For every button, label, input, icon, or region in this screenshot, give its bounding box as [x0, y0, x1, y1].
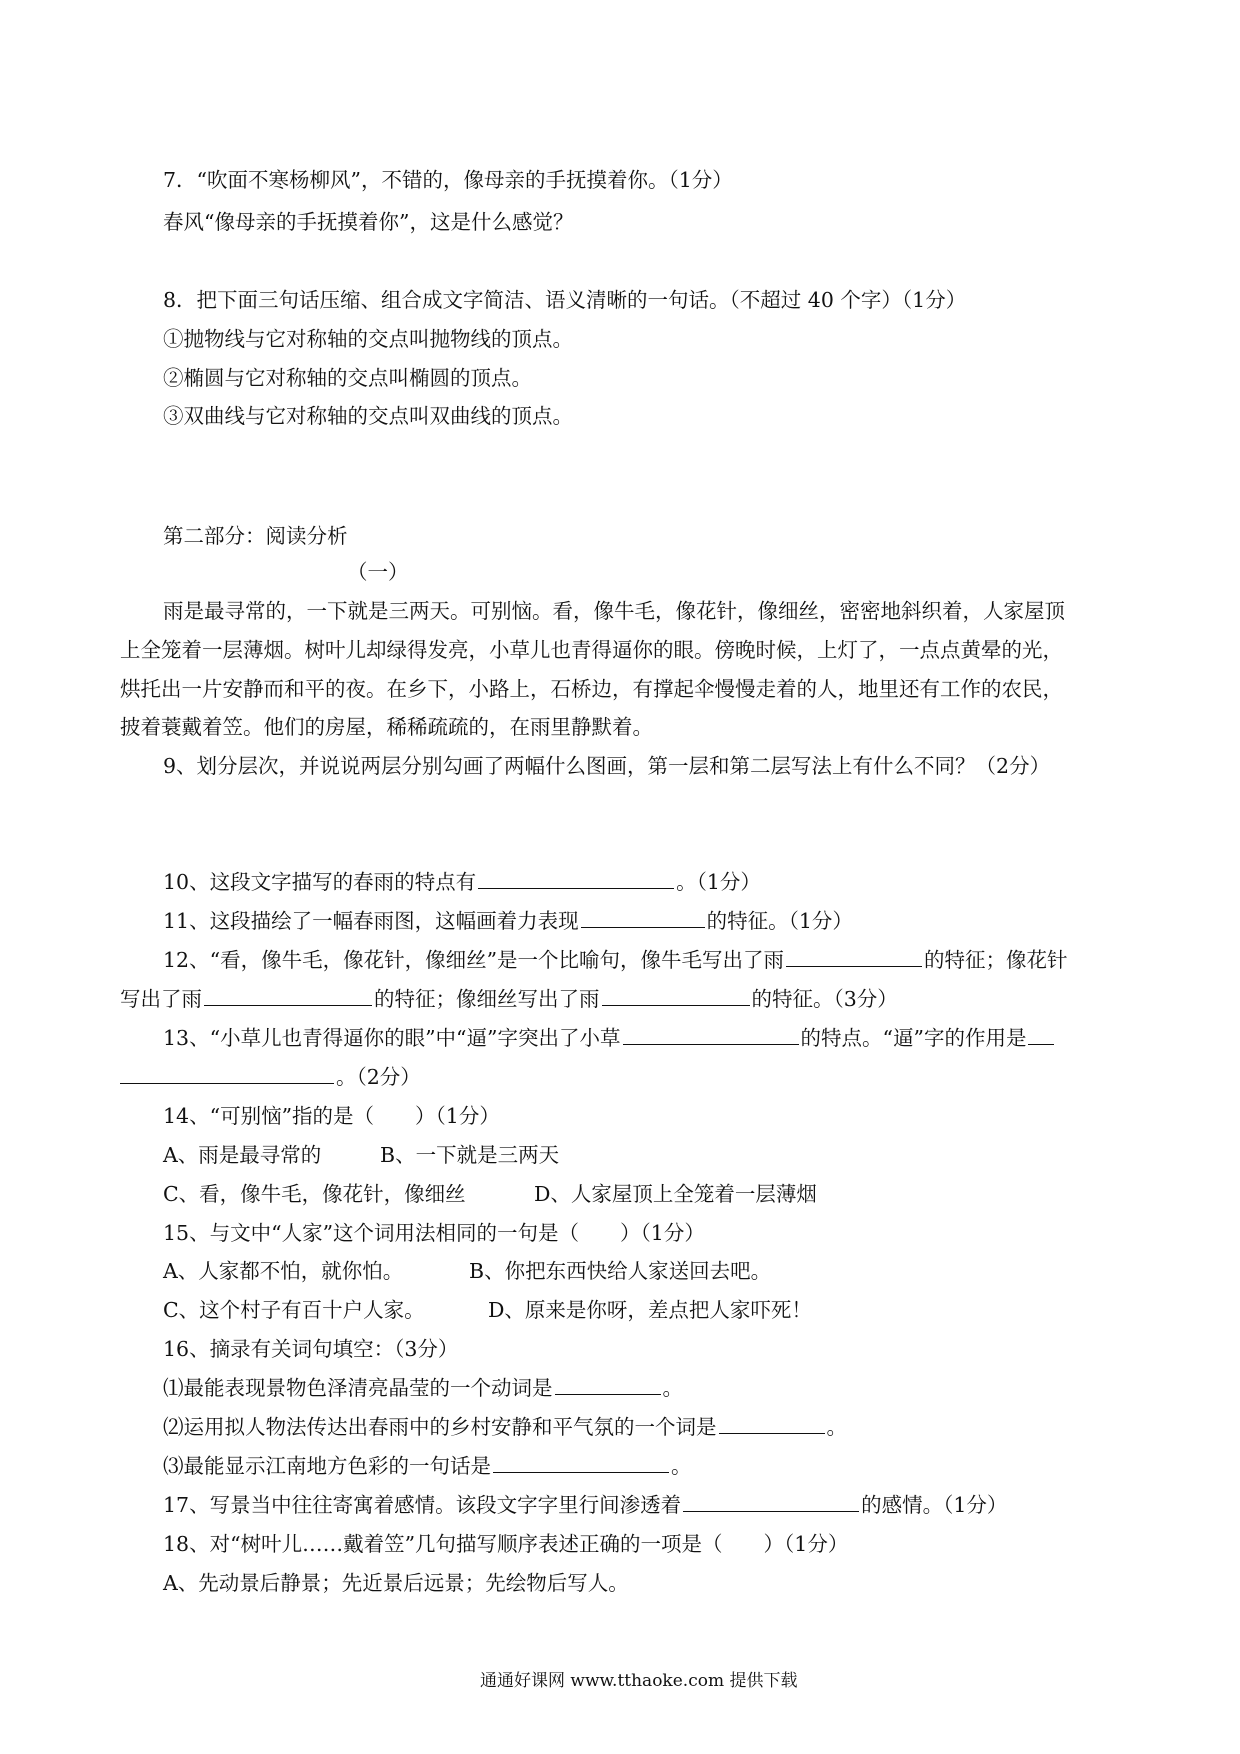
question-18-prompt: 18、对“树叶儿……戴着笠”几句描写顺序表述正确的一项是（ ）（1分） — [163, 1532, 849, 1556]
question-8-item-1: ①抛物线与它对称轴的交点叫抛物线的顶点。 — [163, 327, 573, 351]
question-11 — [163, 907, 853, 935]
question-9: 9、划分层次，并说说两层分别勾画了两幅什么图画，第一层和第二层写法上有什么不同？（2分） — [163, 754, 1051, 778]
passage-line-4: 披着蓑戴着笠。他们的房屋，稀稀疏疏的，在雨里静默着。 — [120, 715, 653, 739]
question-7-prompt: 7．“吹面不寒杨柳风”，不错的，像母亲的手抚摸着你。（1分） — [163, 168, 733, 192]
answer-blank[interactable] — [623, 1024, 799, 1045]
question-12-text-b: 的特征；像花针 — [924, 948, 1068, 972]
answer-blank[interactable] — [478, 868, 674, 889]
question-12-line-1 — [163, 946, 1068, 974]
answer-blank[interactable] — [204, 985, 372, 1006]
punctuation: 。 — [662, 1376, 683, 1400]
question-15-prompt: 15、与文中“人家”这个词用法相同的一句是（ ）（1分） — [163, 1221, 705, 1245]
answer-blank[interactable] — [602, 985, 750, 1006]
passage-line-2: 上全笼着一层薄烟。树叶儿却绿得发亮，小草儿也青得逼你的眼。傍晚时候，上灯了，一点点黄晕的光， — [120, 638, 1063, 662]
question-14-option-b: B、一下就是三两天 — [380, 1143, 560, 1167]
question-14-option-d: D、人家屋顶上全笼着一层薄烟 — [534, 1182, 817, 1206]
question-11-text: 11、这段描绘了一幅春雨图，这幅画着力表现 — [163, 909, 579, 933]
question-13-score: 。（2分） — [336, 1065, 421, 1089]
question-15-option-a: A、人家都不怕，就你怕。 — [163, 1259, 404, 1283]
question-18-option-a: A、先动景后静景；先近景后远景；先绘物后写人。 — [163, 1571, 629, 1595]
punctuation: 。 — [671, 1454, 692, 1478]
answer-blank[interactable] — [555, 1374, 661, 1395]
question-15-option-b: B、你把东西快给人家送回去吧。 — [469, 1259, 772, 1283]
question-8-prompt: 8．把下面三句话压缩、组合成文字简洁、语义清晰的一句话。（不超过 40 个字）（1分） — [163, 288, 967, 312]
question-16-prompt: 16、摘录有关词句填空：（3分） — [163, 1337, 459, 1361]
question-14-option-c: C、看，像牛毛，像花针，像细丝 — [163, 1182, 466, 1206]
question-11-score: 的特征。（1分） — [706, 909, 853, 933]
question-8-item-3: ③双曲线与它对称轴的交点叫双曲线的顶点。 — [163, 404, 573, 428]
question-12-text-c: 写出了雨 — [120, 987, 202, 1011]
question-16-item-1-text: ⑴最能表现景物色泽清亮晶莹的一个动词是 — [163, 1376, 553, 1400]
question-13-text-b: 的特点。“逼”字的作用是 — [800, 1026, 1027, 1050]
answer-blank[interactable] — [581, 907, 705, 928]
question-16-item-2-text: ⑵运用拟人物法传达出春雨中的乡村安静和平气氛的一个词是 — [163, 1415, 717, 1439]
question-15-option-c: C、这个村子有百十户人家。 — [163, 1298, 425, 1322]
question-16-item-2 — [163, 1413, 847, 1441]
answer-blank[interactable] — [120, 1063, 334, 1084]
question-12-text-e: 的特征。（3分） — [751, 987, 898, 1011]
question-14-option-a: A、雨是最寻常的 — [163, 1143, 322, 1167]
question-8-item-2: ②椭圆与它对称轴的交点叫椭圆的顶点。 — [163, 366, 532, 390]
question-17 — [163, 1491, 1007, 1519]
question-17-text: 17、写景当中往往寄寓着感情。该段文字字里行间渗透着 — [163, 1493, 682, 1517]
punctuation: 。 — [826, 1415, 847, 1439]
question-13-line-2 — [120, 1063, 421, 1091]
question-12-line-2 — [120, 985, 898, 1013]
answer-blank[interactable] — [493, 1452, 669, 1473]
answer-blank[interactable] — [1028, 1024, 1054, 1045]
answer-blank[interactable] — [683, 1491, 859, 1512]
question-10-text: 10、这段文字描写的春雨的特点有 — [163, 870, 477, 894]
question-13-line-1 — [163, 1024, 1056, 1052]
question-14-prompt: 14、“可别恼”指的是（ ）（1分） — [163, 1104, 500, 1128]
question-7-sub: 春风“像母亲的手抚摸着你”，这是什么感觉？ — [163, 210, 574, 234]
question-17-score: 的感情。（1分） — [861, 1493, 1008, 1517]
question-16-item-3-text: ⑶最能显示江南地方色彩的一句话是 — [163, 1454, 491, 1478]
question-13-text-a: 13、“小草儿也青得逼你的眼”中“逼”字突出了小草 — [163, 1026, 621, 1050]
question-10-score: 。（1分） — [676, 870, 761, 894]
question-12-text-d: 的特征；像细丝写出了雨 — [374, 987, 600, 1011]
passage-line-3: 烘托出一片安静而和平的夜。在乡下，小路上，石桥边，有撑起伞慢慢走着的人，地里还有工作的农民， — [120, 677, 1063, 701]
question-10 — [163, 868, 761, 896]
passage-line-1: 雨是最寻常的，一下就是三两天。可别恼。看，像牛毛，像花针，像细丝，密密地斜织着，人家屋顶 — [163, 599, 1065, 623]
answer-blank[interactable] — [786, 946, 922, 967]
question-16-item-3 — [163, 1452, 692, 1480]
section-label: （一） — [347, 560, 409, 584]
question-16-item-1 — [163, 1374, 683, 1402]
part-two-title: 第二部分：阅读分析 — [163, 524, 348, 548]
question-12-text-a: 12、“看，像牛毛，像花针，像细丝”是一个比喻句，像牛毛写出了雨 — [163, 948, 785, 972]
question-15-option-d: D、原来是你呀，差点把人家吓死！ — [488, 1298, 812, 1322]
footer-credit: 通通好课网 www.tthaoke.com 提供下载 — [480, 1671, 798, 1691]
answer-blank[interactable] — [719, 1413, 825, 1434]
